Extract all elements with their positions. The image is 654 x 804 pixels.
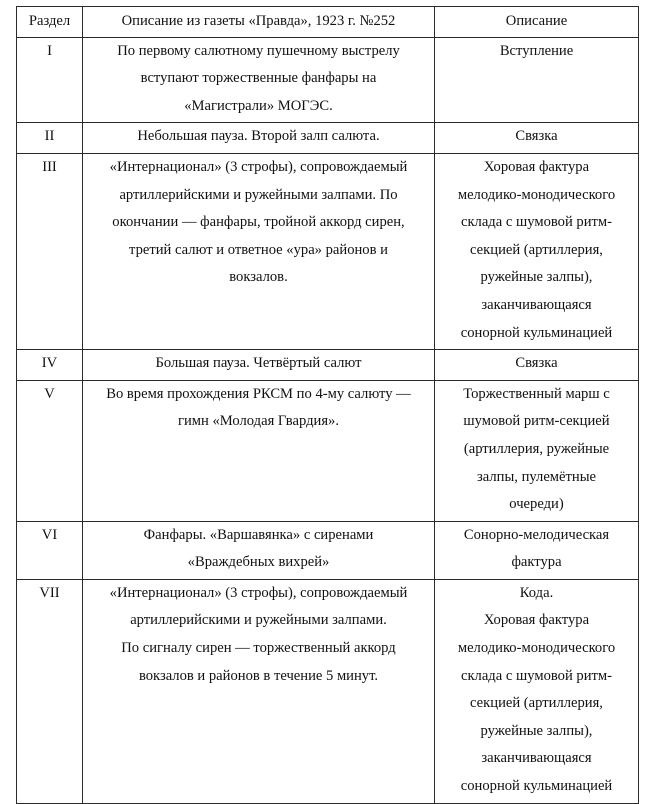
table-row xyxy=(17,37,639,123)
section-cell: VII xyxy=(17,579,83,803)
section-cell: I xyxy=(17,37,83,123)
table-body xyxy=(17,37,639,803)
table-row xyxy=(17,579,639,803)
header-source: Описание из газеты «Правда», 1923 г. №252 xyxy=(83,7,435,38)
table-row xyxy=(17,521,639,579)
source-cell: «Интернационал» (3 строфы), сопровождаемый артиллерийскими и ружейными залпами. По сигналу сирен — торжественный аккорд вокзалов и районов в течение 5 минут. xyxy=(83,579,435,803)
description-cell: Связка xyxy=(435,350,639,381)
description-cell: Кода. Хоровая фактура мелодико-монодического склада с шумовой ритм- секцией (артиллерия, ружейные залпы), заканчивающаяся сонорной кульминацией xyxy=(435,579,639,803)
description-cell: Хоровая фактура мелодико-монодического склада с шумовой ритм- секцией (артиллерия, ружейные залпы), заканчивающаяся сонорной кульминацией xyxy=(435,153,639,349)
section-cell: III xyxy=(17,153,83,349)
source-cell: По первому салютному пушечному выстрелу вступают торжественные фанфары на «Магистрали» МОГЭС. xyxy=(83,37,435,123)
description-cell: Связка xyxy=(435,123,639,154)
header-description: Описание xyxy=(435,7,639,38)
table-row xyxy=(17,380,639,521)
description-cell: Торжественный марш с шумовой ритм-секцией (артиллерия, ружейные залпы, пулемётные очереди) xyxy=(435,380,639,521)
source-cell: «Интернационал» (3 строфы), сопровождаемый артиллерийскими и ружейными залпами. По окончании — фанфары, тройной аккорд сирен, третий салют и ответное «ура» районов и вокзалов. xyxy=(83,153,435,349)
table-row xyxy=(17,153,639,349)
source-cell: Во время прохождения РКСМ по 4-му салюту — гимн «Молодая Гвардия». xyxy=(83,380,435,521)
section-cell: V xyxy=(17,380,83,521)
header-section: Раздел xyxy=(17,7,83,38)
source-cell: Фанфары. «Варшавянка» с сиренами «Враждебных вихрей» xyxy=(83,521,435,579)
table-header xyxy=(17,7,639,38)
section-cell: IV xyxy=(17,350,83,381)
document-page xyxy=(16,6,638,804)
description-cell: Вступление xyxy=(435,37,639,123)
source-cell: Большая пауза. Четвёртый салют xyxy=(83,350,435,381)
table-row xyxy=(17,350,639,381)
description-cell: Сонорно-мелодическая фактура xyxy=(435,521,639,579)
header-row xyxy=(17,7,639,38)
section-cell: VI xyxy=(17,521,83,579)
section-cell: II xyxy=(17,123,83,154)
source-cell: Небольшая пауза. Второй залп салюта. xyxy=(83,123,435,154)
salute-program-table xyxy=(16,6,639,804)
table-row xyxy=(17,123,639,154)
